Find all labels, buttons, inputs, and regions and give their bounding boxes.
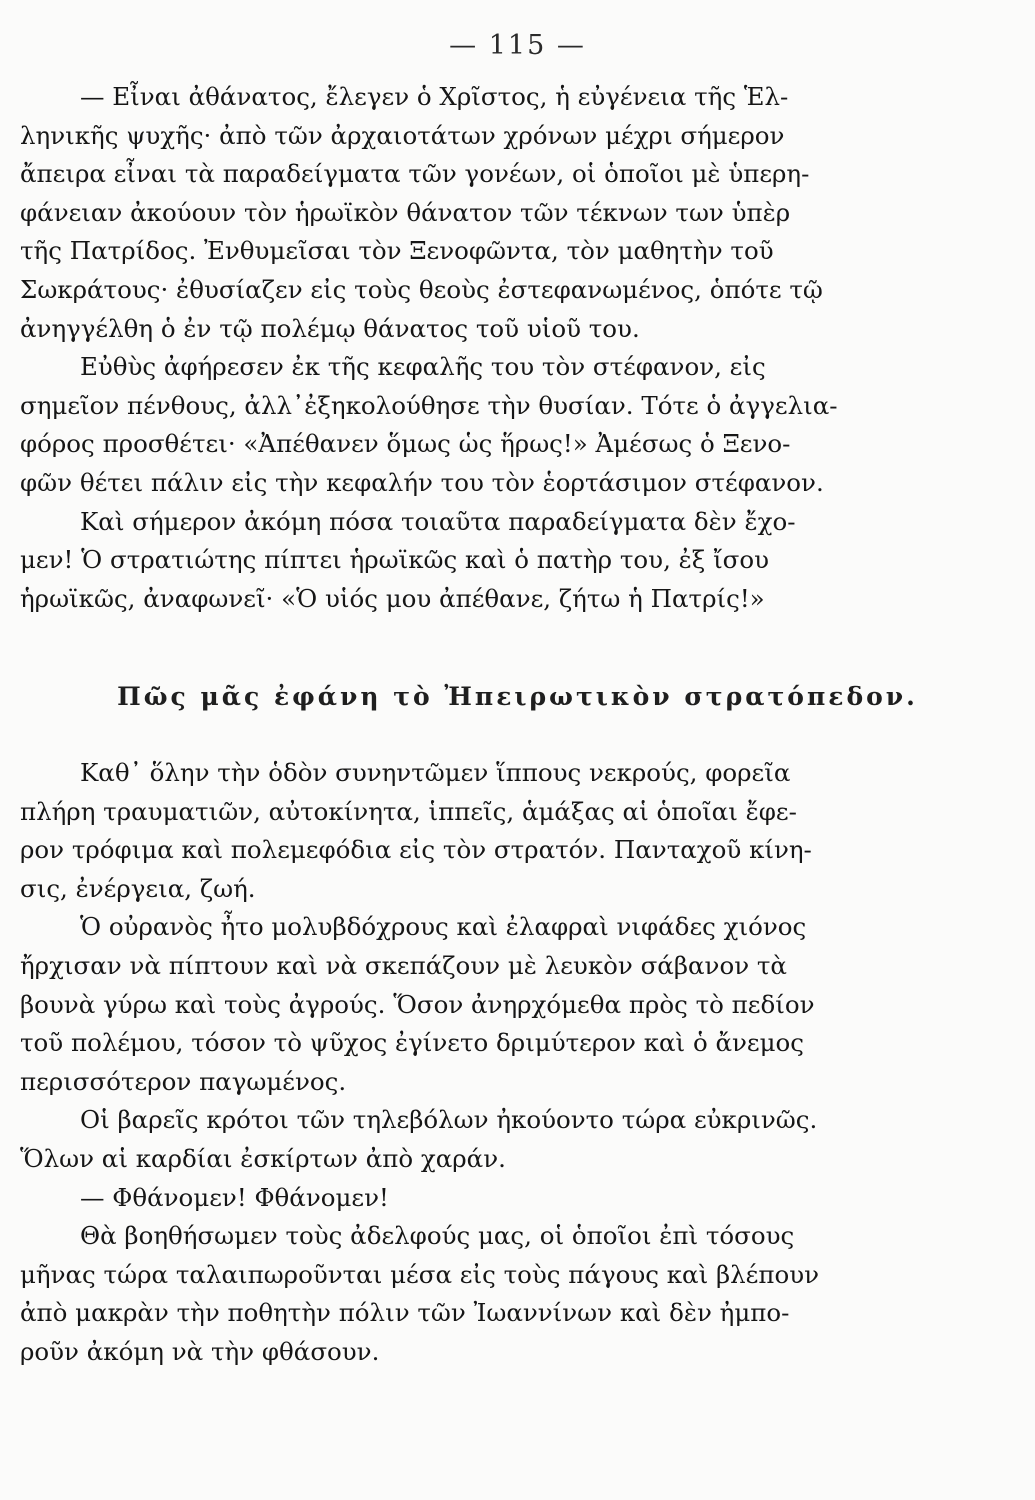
text-line: ἀπὸ μακρὰν τὴν ποθητὴν πόλιν τῶν Ἰωαννίνων καὶ δὲν ἠμπο- (20, 1298, 790, 1328)
page-number: — 115 — (449, 30, 586, 61)
text-line: τῆς Πατρίδος. Ἐνθυμεῖσαι τὸν Ξενοφῶντα, τὸν μαθητὴν τοῦ (20, 236, 774, 266)
paragraph (20, 348, 1020, 502)
text-line: φῶν θέτει πάλιν εἰς τὴν κεφαλήν του τὸν ἑορτάσιμον στέφανον. (20, 467, 824, 497)
paragraph (20, 78, 1020, 348)
paragraph (20, 908, 1020, 1101)
text-line: μεν! Ὁ στρατιώτης πίπτει ἡρωϊκῶς καὶ ὁ πατὴρ του, ἐξ ἴσου (20, 545, 770, 575)
text-line: Εὐθὺς ἀφήρεσεν ἐκ τῆς κεφαλῆς του τὸν στέφανον, εἰς (80, 352, 766, 382)
text-line: Σωκράτους· ἐθυσίαζεν εἰς τοὺς θεοὺς ἐστεφανωμένος, ὁπότε τῷ (20, 274, 823, 304)
paragraph (20, 754, 1020, 908)
text-line: περισσότερον παγωμένος. (20, 1066, 347, 1096)
text-line: ροῦν ἀκόμη νὰ τὴν φθάσουν. (20, 1336, 380, 1366)
paragraph (20, 503, 1020, 619)
text-line: φόρος προσθέτει· «Ἀπέθανεν ὅμως ὡς ἥρως!» Ἀμέσως ὁ Ξενο- (20, 429, 791, 459)
text-line: Θὰ βοηθήσωμεν τοὺς ἀδελφούς μας, οἱ ὁποῖοι ἐπὶ τόσους (80, 1221, 795, 1251)
paragraph (20, 1101, 1020, 1178)
text-section-one (20, 78, 1020, 618)
text-line: Ὁ οὐρανὸς ἦτο μολυβδόχρους καὶ ἐλαφραὶ νιφάδες χιόνος (80, 912, 807, 942)
text-line: μῆνας τώρα ταλαιπωροῦνται μέσα εἰς τοὺς πάγους καὶ βλέπουν (20, 1259, 820, 1289)
text-line: Καθ᾽ ὅλην τὴν ὁδὸν συνηντῶμεν ἵππους νεκρούς, φορεῖα (80, 758, 791, 787)
section-heading: Πῶς μᾶς ἐφάνη τὸ Ἠπειρωτικὸν στρατόπεδον. (117, 682, 918, 711)
paragraph (20, 1179, 1020, 1218)
text-line: Ὅλων αἱ καρδίαι ἐσκίρτων ἀπὸ χαράν. (20, 1143, 506, 1173)
text-line: σις, ἐνέργεια, ζωή. (20, 873, 256, 903)
text-line: Οἱ βαρεῖς κρότοι τῶν τηλεβόλων ἠκούοντο τώρα εὐκρινῶς. (80, 1105, 818, 1135)
text-line: ρον τρόφιμα καὶ πολεμεφόδια εἰς τὸν στρατόν. Πανταχοῦ κίνη- (20, 835, 812, 865)
text-line: Καὶ σήμερον ἀκόμη πόσα τοιαῦτα παραδείγματα δὲν ἔχο- (80, 506, 796, 536)
text-line: ἄπειρα εἶναι τὰ παραδείγματα τῶν γονέων, οἱ ὁποῖοι μὲ ὑπερη- (20, 159, 810, 189)
text-line: — Εἶναι ἀθάνατος, ἔλεγεν ὁ Χρῖστος, ἡ εὐγένεια τῆς Ἑλ- (80, 82, 789, 111)
text-line: σημεῖον πένθους, ἀλλ᾽ἐξηκολούθησε τὴν θυσίαν. Τότε ὁ ἀγγελια- (20, 390, 838, 420)
text-line: βουνὰ γύρω καὶ τοὺς ἀγρούς. Ὅσον ἀνηρχόμεθα πρὸς τὸ πεδίον (20, 989, 815, 1019)
text-section-two (20, 754, 1020, 1372)
paragraph (20, 1217, 1020, 1371)
text-line: — Φθάνομεν! Φθάνομεν! (80, 1182, 389, 1212)
text-line: ληνικῆς ψυχῆς· ἀπὸ τῶν ἀρχαιοτάτων χρόνων μέχρι σήμερον (20, 120, 785, 150)
text-line: ἡρωϊκῶς, ἀναφωνεῖ· «Ὁ υἱός μου ἀπέθανε, ζήτω ἡ Πατρίς!» (20, 583, 765, 613)
text-line: ἤρχισαν νὰ πίπτουν καὶ νὰ σκεπάζουν μὲ λευκὸν σάβανον τὰ (20, 950, 787, 980)
text-line: ἀνηγγέλθη ὁ ἐν τῷ πολέμῳ θάνατος τοῦ υἱοῦ του. (20, 313, 640, 343)
text-line: φάνειαν ἀκούουν τὸν ἡρωϊκὸν θάνατον τῶν τέκνων των ὑπὲρ (20, 197, 791, 227)
text-line: πλήρη τραυματιῶν, αὐτοκίνητα, ἱππεῖς, ἁμάξας αἱ ὁποῖαι ἔφε- (20, 796, 797, 826)
text-line: τοῦ πολέμου, τόσον τὸ ψῦχος ἐγίνετο δριμύτερον καὶ ὁ ἄνεμος (20, 1028, 805, 1058)
